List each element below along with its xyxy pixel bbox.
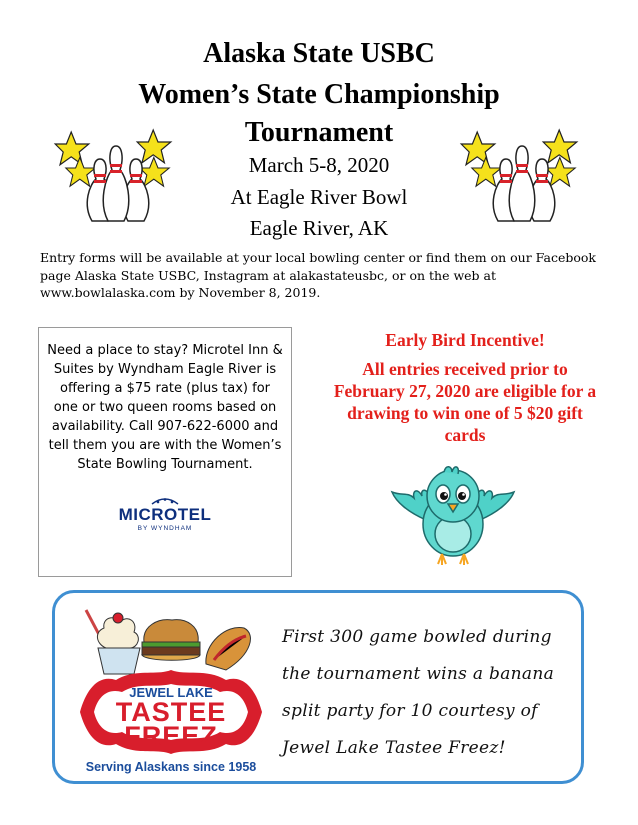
intro-paragraph: Entry forms will be available at your local bowling center or find them on our Facebook page Alaska State USBC, Instagram at alakastateusbc, or on the web at www.bowlalaska.com by November 8, 2019. — [40, 250, 596, 300]
tastee-freez-logo — [76, 604, 266, 776]
tastee-freez-logo-top: JEWEL LAKE — [129, 685, 213, 700]
event-venue: At Eagle River Bowl — [230, 185, 408, 209]
title-line-1: Alaska State USBC — [203, 38, 435, 69]
bowling-pins-left-icon — [52, 124, 177, 224]
offer-line-2: the tournament wins a banana — [282, 664, 555, 684]
early-bird-body: All entries received prior to February 27, 2020 are eligible for a drawing to win one of 5 $20 gift cards — [333, 359, 597, 445]
tastee-freez-logo-line2: FREEZ — [124, 721, 218, 751]
offer-line-1: First 300 game bowled during — [282, 627, 552, 647]
hotel-info-text: Need a place to stay? Microtel Inn & Suites by Wyndham Eagle River is offering a $75 rate (plus tax) for one or two queen rooms based on availability. Call 907-622-6000 and tell them you are with the Women’s State Bowling Tournament. — [47, 343, 283, 472]
microtel-logo — [47, 496, 283, 533]
offer-line-4: Jewel Lake Tastee Freez! — [282, 738, 506, 758]
microtel-logo-sub: BY WYNDHAM — [137, 525, 193, 532]
title-line-3: Tournament — [244, 117, 394, 148]
hotel-info-box — [38, 327, 292, 577]
tastee-freez-logo-line1: TASTEE — [115, 697, 227, 727]
bowling-pins-right-icon — [458, 124, 583, 224]
offer-line-3: split party for 10 courtesy of — [282, 701, 538, 721]
early-bird-heading: Early Bird Incentive! — [385, 330, 545, 350]
bluebird-icon — [388, 462, 518, 572]
tastee-freez-tagline: Serving Alaskans since 1958 — [85, 760, 257, 774]
microtel-logo-name: MICROTEL — [118, 505, 212, 524]
event-city: Eagle River, AK — [249, 216, 389, 240]
title-line-2: Women’s State Championship — [138, 79, 500, 110]
event-dates: March 5-8, 2020 — [248, 153, 390, 177]
